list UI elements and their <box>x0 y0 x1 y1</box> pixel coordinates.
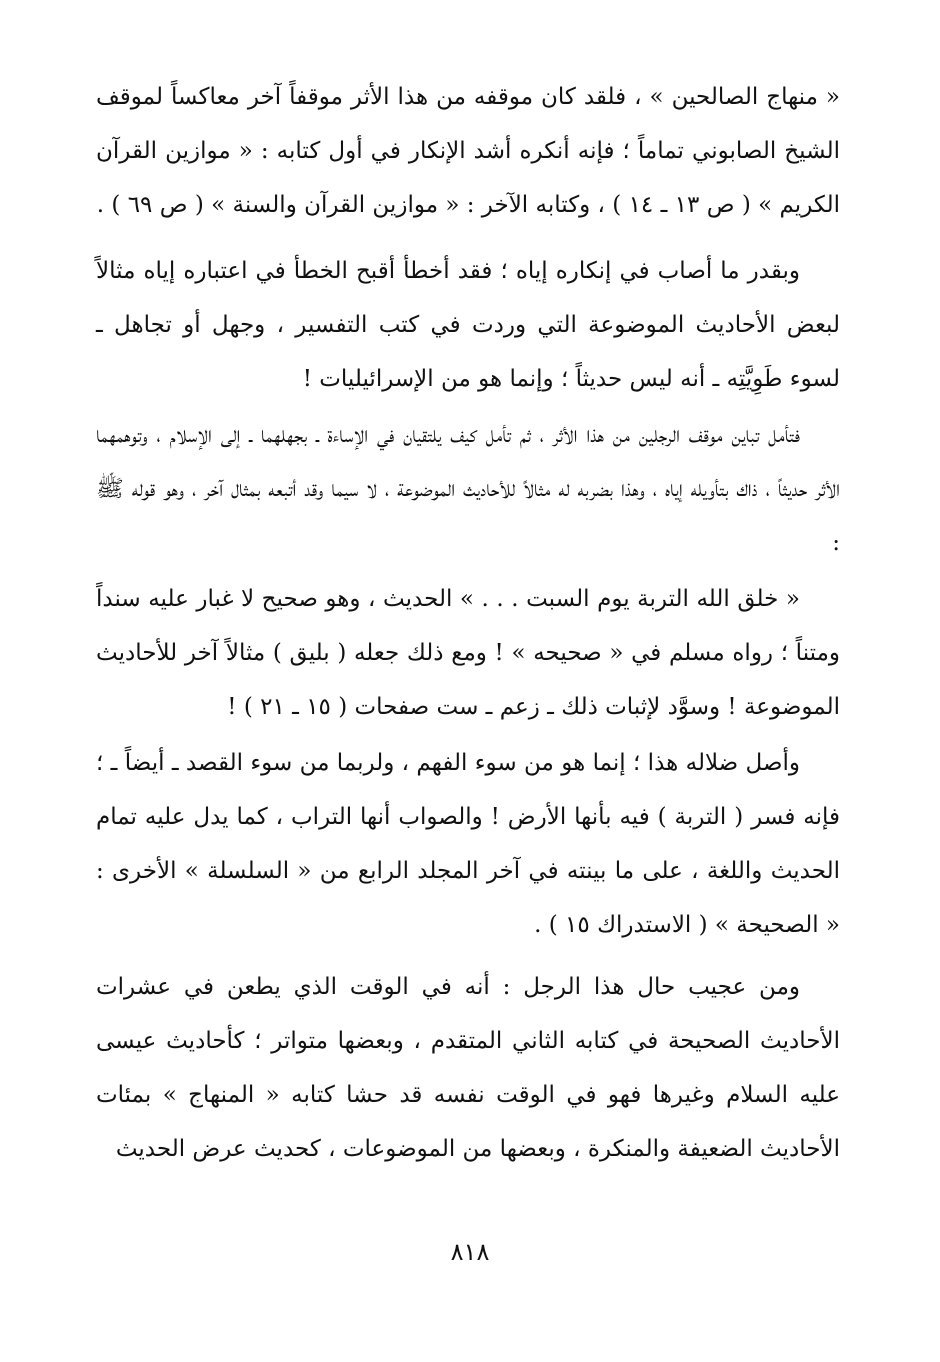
paragraph-5: وأصل ضلاله هذا ؛ إنما هو من سوء الفهم ، ولربما من سوء القصد ـ أيضاً ـ ؛ فإنه فسر ( التربة ) فيه بأنها الأرض ! والصواب أنها التراب ، كما يدل عليه تمام الحديث واللغة ، على ما بينته في آخر المجلد الرابع من « السلسلة » الأخرى : « الصحيحة » ( الاستدراك ١٥ ) . <box>96 750 840 938</box>
paragraph-3: فتأمل تباين موقف الرجلين من هذا الأثر ، ثم تأمل كيف يلتقيان في الإساءة ـ بجهلهما ـ إلى الإسلام ، وتوهمهما الأثر حديثاً ، ذاك بتأويله إياه ، وهذا بضربه له مثالاً للأحاديث الموضوعة ، لا سيما وقد أتبعه بمثال آخر ، وهو قوله ﷺ : <box>96 422 840 556</box>
paragraph-4: « خلق الله التربة يوم السبت . . . » الحديث ، وهو صحيح لا غبار عليه سنداً ومتناً ؛ رواه مسلم في « صحيحه » ! ومع ذلك جعله ( بليق ) مثالاً آخر للأحاديث الموضوعة ! وسوَّد لإثبات ذلك ـ زعم ـ ست صفحات ( ١٥ ـ ٢١ ) ! <box>96 586 840 720</box>
paragraph-2: وبقدر ما أصاب في إنكاره إياه ؛ فقد أخطأ أقبح الخطأ في اعتباره إياه مثالاً لبعض الأحاديث الموضوعة التي وردت في كتب التفسير ، وجهل أو تجاهل ـ لسوء طَوِيَّتِه ـ أنه ليس حديثاً ؛ وإنما هو من الإسرائيليات ! <box>96 258 840 392</box>
page-number: ٨١٨ <box>450 1238 490 1266</box>
paragraph-1: « منهاج الصالحين » ، فلقد كان موقفه من هذا الأثر موقفاً آخر معاكساً لموقف الشيخ الصابوني تماماً ؛ فإنه أنكره أشد الإنكار في أول كتابه : « موازين القرآن الكريم » ( ص ١٣ ـ ١٤ ) ، وكتابه الآخر : « موازين القرآن والسنة » ( ص ٦٩ ) . <box>96 84 840 218</box>
paragraph-6: ومن عجيب حال هذا الرجل : أنه في الوقت الذي يطعن في عشرات الأحاديث الصحيحة في كتابه الثاني المتقدم ، وبعضها متواتر ؛ كأحاديث عيسى عليه السلام وغيرها فهو في الوقت نفسه قد حشا كتابه « المنهاج » بمئات الأحاديث الضعيفة والمنكرة ، وبعضها من الموضوعات ، كحديث عرض الحديث <box>96 974 840 1162</box>
